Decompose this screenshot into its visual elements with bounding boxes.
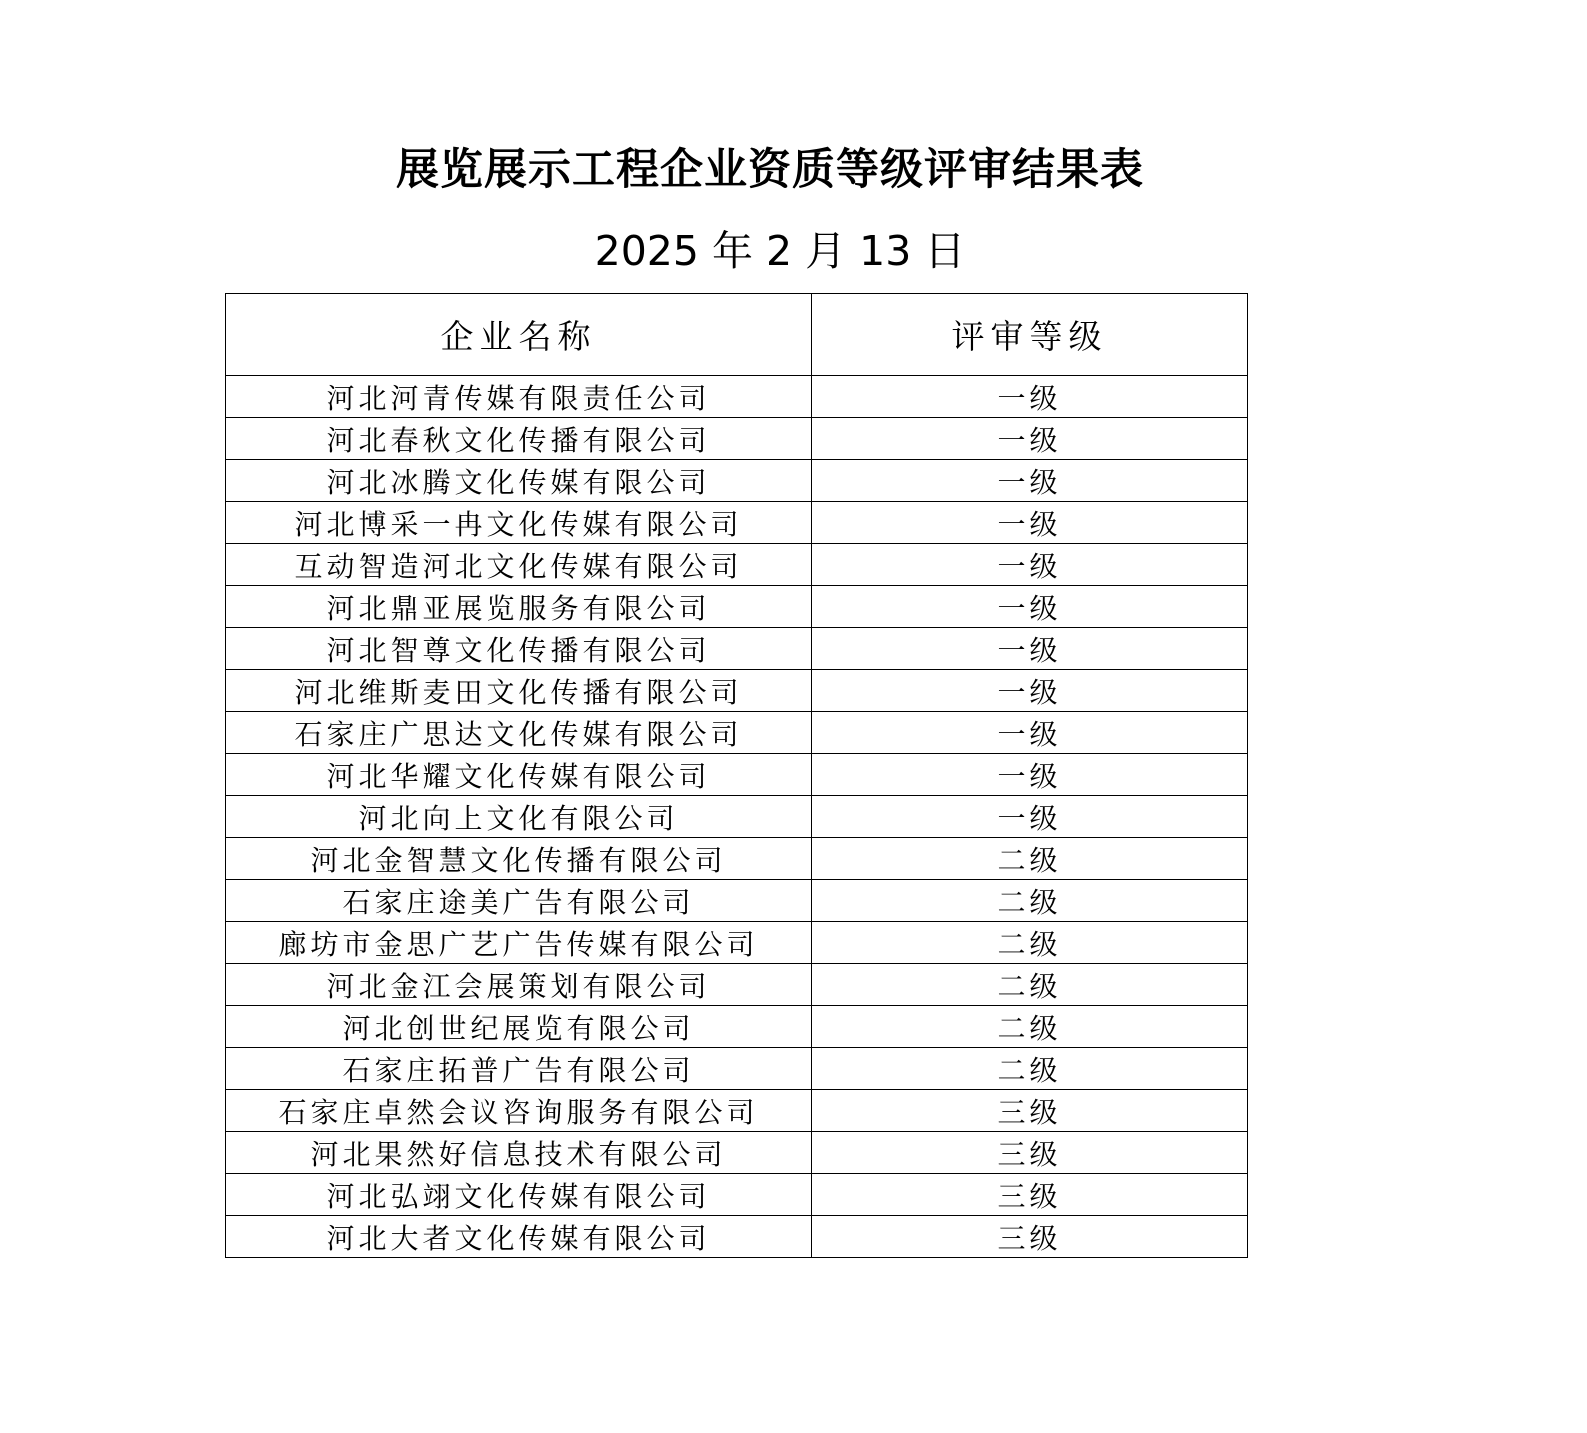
level-cell: 二级: [812, 922, 1248, 964]
company-name-cell: 石家庄广思达文化传媒有限公司: [226, 712, 812, 754]
level-cell: 三级: [812, 1174, 1248, 1216]
company-name-cell: 河北华耀文化传媒有限公司: [226, 754, 812, 796]
table-row: [226, 922, 1248, 964]
table-row: [226, 418, 1248, 460]
company-name-cell: 河北智尊文化传播有限公司: [226, 628, 812, 670]
company-name-cell: 河北大者文化传媒有限公司: [226, 1216, 812, 1258]
table-row: [226, 376, 1248, 418]
table-row: [226, 796, 1248, 838]
level-cell: 二级: [812, 1006, 1248, 1048]
company-name-cell: 河北博采一冉文化传媒有限公司: [226, 502, 812, 544]
company-name-cell: 河北春秋文化传播有限公司: [226, 418, 812, 460]
company-name-cell: 石家庄拓普广告有限公司: [226, 1048, 812, 1090]
table-row: [226, 1216, 1248, 1258]
table-row: [226, 1090, 1248, 1132]
column-header-company: 企业名称: [226, 294, 812, 376]
company-name-cell: 石家庄途美广告有限公司: [226, 880, 812, 922]
company-name-cell: 河北金智慧文化传播有限公司: [226, 838, 812, 880]
table-header-row: [226, 294, 1248, 376]
level-cell: 一级: [812, 670, 1248, 712]
table-row: [226, 1048, 1248, 1090]
level-cell: 一级: [812, 586, 1248, 628]
level-cell: 一级: [812, 712, 1248, 754]
level-cell: 一级: [812, 418, 1248, 460]
table-row: [226, 712, 1248, 754]
company-name-cell: 河北金江会展策划有限公司: [226, 964, 812, 1006]
table-row: [226, 880, 1248, 922]
company-name-cell: 河北河青传媒有限责任公司: [226, 376, 812, 418]
company-name-cell: 河北维斯麦田文化传播有限公司: [226, 670, 812, 712]
level-cell: 二级: [812, 838, 1248, 880]
company-name-cell: 河北创世纪展览有限公司: [226, 1006, 812, 1048]
level-cell: 三级: [812, 1090, 1248, 1132]
table-row: [226, 586, 1248, 628]
company-name-cell: 河北弘翊文化传媒有限公司: [226, 1174, 812, 1216]
table-row: [226, 754, 1248, 796]
level-cell: 一级: [812, 754, 1248, 796]
table-row: [226, 628, 1248, 670]
table-row: [226, 1006, 1248, 1048]
table-row: [226, 460, 1248, 502]
document-title: 展览展示工程企业资质等级评审结果表: [396, 145, 1144, 195]
level-cell: 一级: [812, 460, 1248, 502]
company-name-cell: 互动智造河北文化传媒有限公司: [226, 544, 812, 586]
table-row: [226, 838, 1248, 880]
company-name-cell: 廊坊市金思广艺广告传媒有限公司: [226, 922, 812, 964]
level-cell: 一级: [812, 544, 1248, 586]
level-cell: 三级: [812, 1132, 1248, 1174]
company-name-cell: 河北向上文化有限公司: [226, 796, 812, 838]
level-cell: 一级: [812, 796, 1248, 838]
level-cell: 一级: [812, 628, 1248, 670]
company-name-cell: 石家庄卓然会议咨询服务有限公司: [226, 1090, 812, 1132]
table-row: [226, 964, 1248, 1006]
level-cell: 二级: [812, 1048, 1248, 1090]
level-cell: 三级: [812, 1216, 1248, 1258]
results-table: [225, 293, 1248, 1258]
level-cell: 一级: [812, 502, 1248, 544]
table-row: [226, 502, 1248, 544]
table-row: [226, 1132, 1248, 1174]
level-cell: 二级: [812, 880, 1248, 922]
company-name-cell: 河北鼎亚展览服务有限公司: [226, 586, 812, 628]
document-date: 2025 年 2 月 13 日: [594, 227, 966, 275]
table-row: [226, 544, 1248, 586]
level-cell: 一级: [812, 376, 1248, 418]
level-cell: 二级: [812, 964, 1248, 1006]
table-row: [226, 670, 1248, 712]
table-row: [226, 1174, 1248, 1216]
company-name-cell: 河北冰腾文化传媒有限公司: [226, 460, 812, 502]
company-name-cell: 河北果然好信息技术有限公司: [226, 1132, 812, 1174]
column-header-level: 评审等级: [812, 294, 1248, 376]
